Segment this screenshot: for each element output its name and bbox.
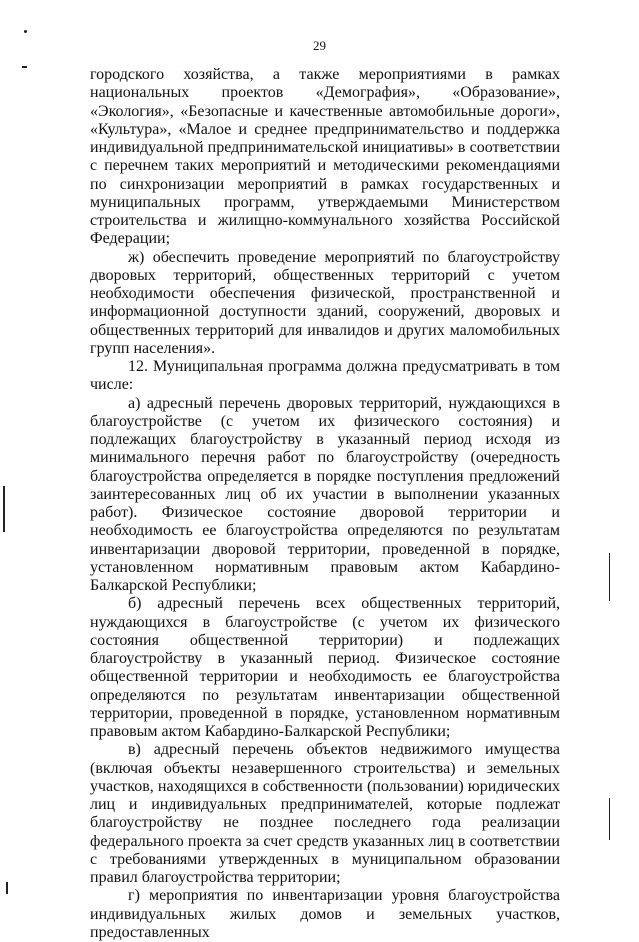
scan-mark	[3, 486, 5, 532]
scan-mark	[22, 66, 27, 68]
paragraph-item-g: г) мероприятия по инвентаризации уровня благоустройства индивидуальных жилых домов и земельных участков, предоставленных	[90, 887, 560, 941]
paragraph-item-v: в) адресный перечень объектов недвижимого имущества (включая объекты незавершенного строительства) и земельных участков, находящихся в собственности (пользовании) юридических лиц и индивидуальных предпринимателей, которые подлежат благоустройству не позднее последнего года реализации федерального проекта за счет средств указанных лиц в соответствии с требованиями утвержденных в муниципальном образовании правил благоустройства территории;	[90, 741, 560, 886]
paragraph-item-b: б) адресный перечень всех общественных территорий, нуждающихся в благоустройстве (с учетом их физического состояния общественной территории) и подлежащих благоустройству в указанный период. Физическое состояние общественной территории и необходимость ее благоустройства определяются по результатам инвентаризации общественной территории, проведенной в порядке, установленном нормативным правовым актом Кабардино-Балкарской Республики;	[90, 595, 560, 740]
scan-mark	[609, 798, 610, 840]
paragraph-continuation: городского хозяйства, а также мероприятиями в рамках национальных проектов «Демография», «Образование», «Экология», «Безопасные и качественные автомобильные дороги», «Культура», «Малое и среднее предпринимательство и поддержка индивидуальной предпринимательской инициативы» в соответствии с перечнем таких мероприятий и методическими рекомендациями по синхронизации мероприятий в рамках государственных и муниципальных программ, утверждаемыми Министерством строительства и жилищно-коммунального хозяйства Российской Федерации;	[90, 66, 560, 248]
page-number: 29	[313, 38, 326, 53]
document-body	[90, 66, 560, 942]
paragraph-item-a: а) адресный перечень дворовых территорий, нуждающихся в благоустройстве (с учетом их физического состояния) и подлежащих благоустройству в указанный период исходя из минимального перечня работ по благоустройству (очередность благоустройства определяется в порядке поступления предложений заинтересованных лиц об их участии в выполнении указанных работ). Физическое состояние дворовой территории и необходимость ее благоустройства определяются по результатам инвентаризации дворовой территории, проведенной в порядке, установленном нормативным правовым актом Кабардино-Балкарской Республики;	[90, 394, 560, 594]
scan-mark	[6, 882, 8, 894]
paragraph-clause-12: 12. Муниципальная программа должна предусматривать в том числе:	[90, 358, 560, 394]
scan-mark	[24, 30, 27, 33]
paragraph-item-zh: ж) обеспечить проведение мероприятий по благоустройству дворовых территорий, общественных территорий с учетом необходимости обеспечения физической, пространственной и информационной доступности зданий, сооружений, дворовых и общественных территорий для инвалидов и других маломобильных групп населения».	[90, 248, 560, 357]
scan-mark	[609, 553, 610, 601]
